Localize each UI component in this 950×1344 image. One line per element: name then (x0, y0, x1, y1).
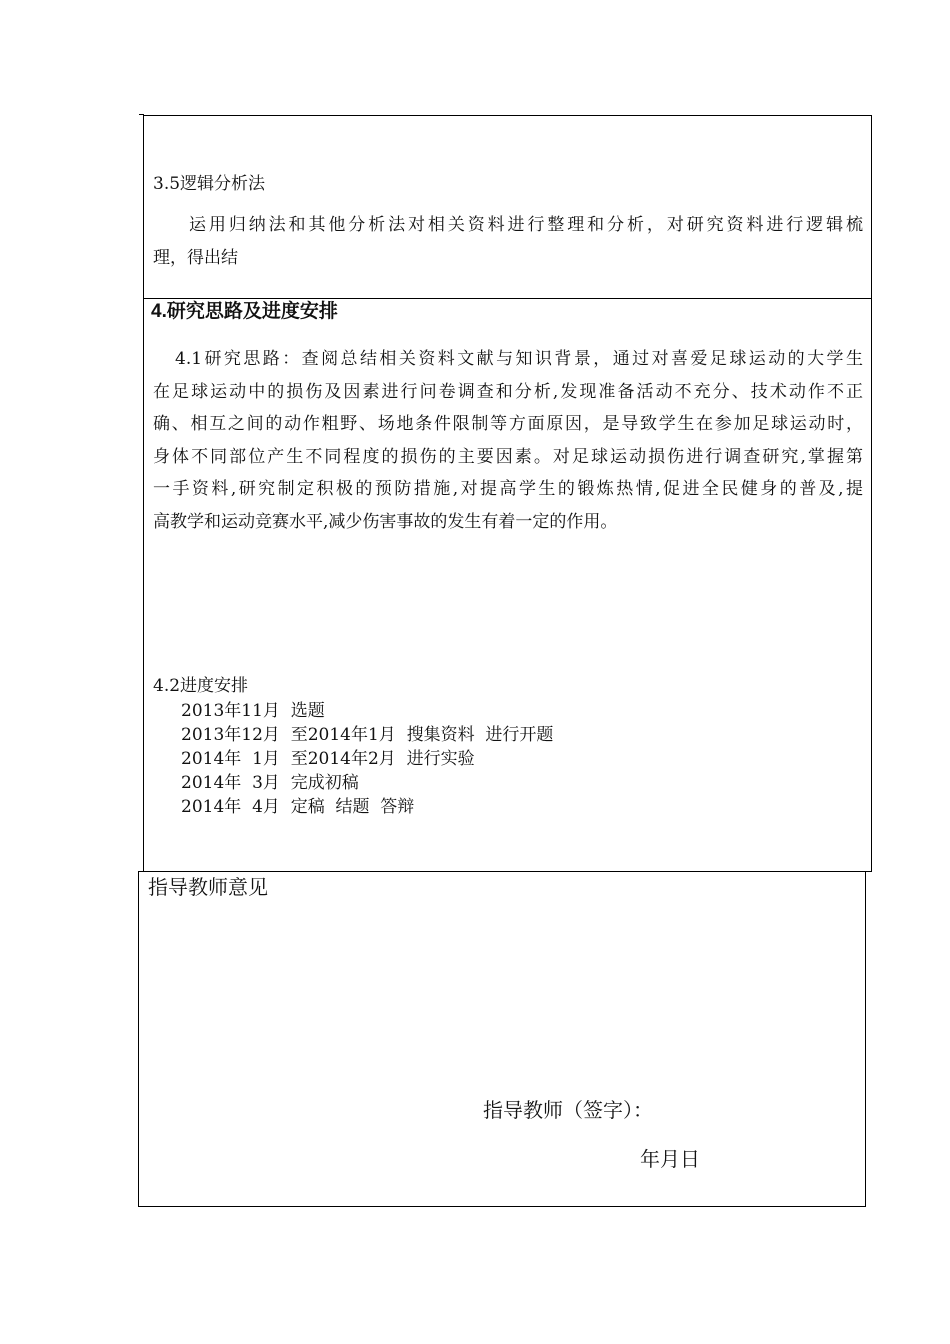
research-idea-line: 4.1研究思路：查阅总结相关资料文献与知识背景，通过对喜爱足球运动的大学生 (175, 349, 863, 369)
advisor-opinion-cell (138, 871, 866, 1207)
schedule-item: 2014年 4月 定稿 结题 答辩 (181, 797, 415, 817)
section-4-heading: 4.研究思路及进度安排 (151, 301, 338, 322)
advisor-signature-label: 指导教师（签字）： (483, 1098, 653, 1122)
research-idea-line: 在足球运动中的损伤及因素进行问卷调查和分析,发现准备活动不充分、技术动作不正 (153, 381, 863, 402)
research-idea-line: 高教学和运动竞赛水平,减少伤害事故的发生有着一定的作用。 (153, 511, 618, 532)
section-3-5-title: 3.5逻辑分析法 (153, 174, 266, 194)
schedule-title: 4.2进度安排 (153, 676, 249, 696)
date-label: 年月日 (640, 1147, 700, 1171)
research-idea-line: 身体不同部位产生不同程度的损伤的主要因素。对足球运动损伤进行调查研究,掌握第 (153, 446, 863, 467)
research-idea-line: 一手资料,研究制定积极的预防措施,对提高学生的锻炼热情,促进全民健身的普及,提 (153, 479, 863, 499)
section-3-5-line: 理，得出结 (153, 247, 238, 268)
schedule-item: 2014年 1月 至2014年2月 进行实验 (181, 749, 475, 769)
section-3-5-line: 运用归纳法和其他分析法对相关资料进行整理和分析，对研究资料进行逻辑梳 (189, 215, 863, 235)
research-idea-paragraph (153, 343, 863, 538)
schedule-item: 2014年 3月 完成初稿 (181, 773, 359, 793)
section-3-5-body (153, 209, 863, 274)
advisor-opinion-title: 指导教师意见 (148, 875, 268, 899)
schedule-item: 2013年12月 至2014年1月 搜集资料 进行开题 (181, 725, 554, 745)
schedule-item: 2013年11月 选题 (181, 701, 325, 721)
research-idea-line: 确、相互之间的动作粗野、场地条件限制等方面原因，是导致学生在参加足球运动时， (153, 414, 863, 434)
